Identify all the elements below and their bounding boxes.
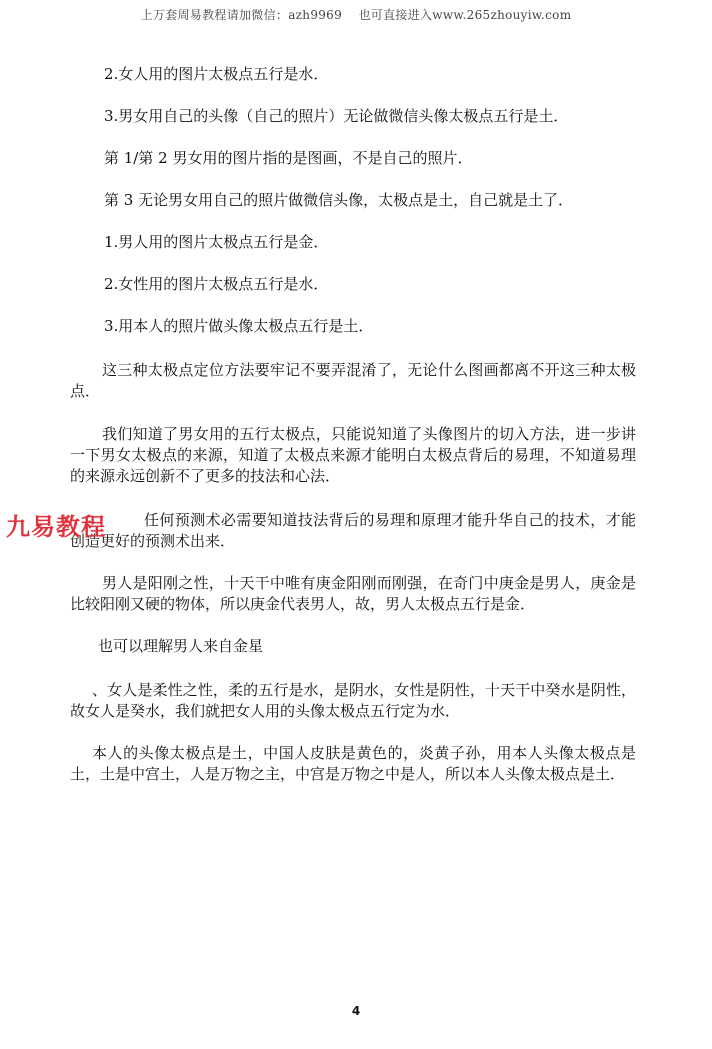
paragraph-8: 这三种太极点定位方法要牢记不要弄混淆了，无论什么图画都离不开这三种太极点．: [70, 361, 636, 400]
paragraph-14: 本人的头像太极点是土，中国人皮肤是黄色的，炎黄子孙，用本人头像太极点是土，土是中宫土，人是万物之主，中宫是万物之中是人，所以本人头像太极点是土．: [70, 744, 636, 783]
paragraph-4: 第 3 无论男女用自己的照片做微信头像，太极点是土，自己就是土了．: [104, 191, 574, 209]
paragraph-12: 也可以理解男人来自金星: [98, 637, 264, 655]
paragraph-6: 2.女性用的图片太极点五行是水．: [104, 275, 329, 293]
paragraph-13: 、女人是柔性之性，柔的五行是水，是阴水，女性是阴性，十天干中癸水是阴性，故女人是癸水，我们就把女人用的头像太极点五行定为水．: [70, 681, 636, 720]
paragraph-9: 我们知道了男女用的五行太极点，只能说知道了头像图片的切入方法，进一步讲一下男女太极点的来源，知道了太极点来源才能明白太极点背后的易理，不知道易理的来源永远创新不了更多的技法和心法．: [70, 425, 636, 485]
paragraph-3: 第 1/第 2 男女用的图片指的是图画，不是自己的照片．: [104, 149, 473, 167]
paragraph-10: 任何预测术必需要知道技法背后的易理和原理才能升华自己的技术，才能创造更好的预测术出来．: [70, 511, 636, 550]
paragraph-2: 3.男女用自己的头像（自己的照片）无论做微信头像太极点五行是土．: [104, 107, 569, 125]
header-banner: 上万套周易教程请加微信：azh9969 也可直接进入www.265zhouyiw.com: [140, 8, 572, 22]
paragraph-11: 男人是阳刚之性，十天干中唯有庚金阳刚而刚强，在奇门中庚金是男人，庚金是比较阳刚又硬的物体，所以庚金代表男人，故，男人太极点五行是金．: [70, 574, 636, 613]
paragraph-1: 2.女人用的图片太极点五行是水．: [104, 65, 329, 83]
paragraph-7: 3.用本人的照片做头像太极点五行是土．: [104, 317, 374, 335]
page-number: 4: [351, 1004, 361, 1018]
paragraph-5: 1.男人用的图片太极点五行是金．: [104, 233, 329, 251]
watermark-logo: 九易教程: [6, 513, 106, 541]
